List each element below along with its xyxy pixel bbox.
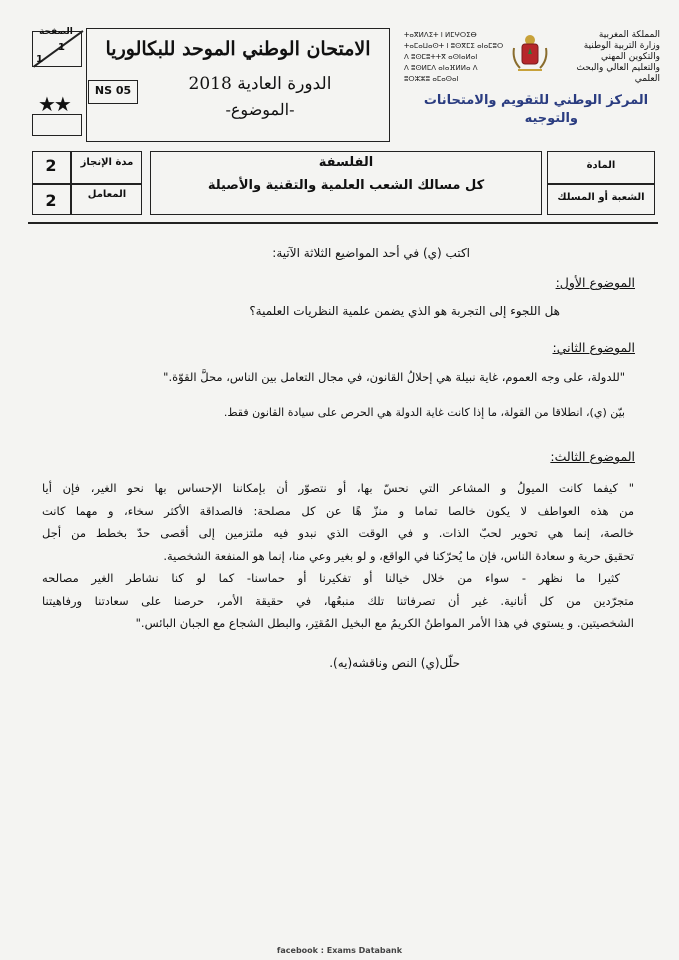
instruction: اكتب (ي) في أحد المواضيع الثلاثة الآتية: xyxy=(272,246,470,260)
divider xyxy=(547,183,655,185)
ministry-arabic xyxy=(560,30,660,85)
tifinagh-line-1: ⵜⴰⴳⵍⴷⵉⵜ ⵏ ⵍⵎⵖⵔⵉⴱ xyxy=(404,31,477,39)
divider xyxy=(32,183,142,185)
branch-value: كل مسالك الشعب العلمية والتقنية والأصيلة xyxy=(207,178,485,193)
topic3-line: الشخصيتين. و يستوي في هذا الأمر المواطنُ الكريمُ مع البخيل المُقتِر، والبطل الشجاع مع الجبان البائس." xyxy=(135,616,634,630)
topic3-title: الموضوع الثالث: xyxy=(550,449,635,464)
ministry-tifinagh xyxy=(404,30,504,85)
page-total: 1 xyxy=(36,54,43,65)
header-separator xyxy=(28,222,658,224)
topic3-task: حلّل(ي) النص وناقشه(يه). xyxy=(329,656,460,670)
page-label: الصفحة xyxy=(39,27,73,37)
topic2-task: بيّن (ي)، انطلاقا من القولة، ما إذا كانت غاية الدولة هي الحرص على سيادة القانون فقط. xyxy=(223,406,625,419)
topic3-line: متجرّدين من كل أنانية. غير أن تصرفاتنا تلك منبعُها، في حقيقة الأمر، حرصنا على سعادتنا ورفاهيتنا xyxy=(42,593,634,608)
duration-label: مدة الإنجاز xyxy=(80,157,134,168)
exam-title: الامتحان الوطني الموحد للبكالوريا xyxy=(105,38,371,60)
stars-empty-box xyxy=(32,114,82,136)
ministry-line-2: وزارة التربية الوطنية xyxy=(583,41,660,51)
subject-row-label: المادة xyxy=(586,160,616,171)
ministry-line-3: والتكوين المهني xyxy=(601,52,660,62)
exam-code: NS 05 xyxy=(94,84,132,97)
tifinagh-line-2: ⵜⴰⵎⴰⵡⴰⵙⵜ ⵏ ⵓⵙⴳⵎⵉ ⴰⵏⴰⵎⵓⵔ xyxy=(404,42,504,50)
topic3-line: خالصة، إنما هي تحوير لحبّ الذات. و في الوقت الذي نبدو فيه ملتزمين إلى أقصى حدّ بخطط من أجل xyxy=(42,526,634,540)
stars: ★★ xyxy=(38,92,70,116)
center-name-line-2: والتوجيه xyxy=(524,111,578,126)
center-name xyxy=(416,92,656,128)
topic1-text: هل اللجوء إلى التجربة هو الذي يضمن علمية النظريات العلمية؟ xyxy=(249,304,560,318)
moroccan-emblem-icon xyxy=(508,30,552,74)
topic3-line: من هذه العواطف لا يكون خالصا تماما و منزّ هًا عن كل مصلحة: فالصداقة الأكثر سخاء، و مهما كانت xyxy=(42,503,634,518)
ministry-line-1: المملكة المغربية xyxy=(598,30,660,40)
coef-value: 2 xyxy=(45,191,57,210)
topic3-paragraph-1 xyxy=(42,477,634,567)
duration-value: 2 xyxy=(45,156,57,175)
topic3-paragraph-2 xyxy=(42,567,634,635)
topic3-line: كثيرا ما نظهر - سواء من خلال خيالنا أو تفكيرنا أو حماسنا- كما لو كنا نشاطر الغير مصالحه xyxy=(42,571,620,585)
topic3-line: تحقيق حرية و سعادة الناس، فإن ما يُحرّكنا في الواقع، و لو بغير وعي منا، إنما هو المنفعة الشخصية. xyxy=(163,548,634,563)
branch-row-label: الشعبة أو المسلك xyxy=(557,192,645,203)
topic2-quote: "للدولة، على وجه العموم، غاية نبيلة هي إحلالُ القانون، في مجال التعامل بين الناس، محلَّ القوّة." xyxy=(163,370,625,384)
subject-value: الفلسفة xyxy=(318,155,374,170)
tifinagh-line-4: ⴷ ⵓⵙⵍⵎⴷ ⴰⵏⴰⴼⵍⵍⴰ ⴷ ⵓⵔⵣⵣⵓ ⴰⵎⴰⵙⴰⵏ xyxy=(404,64,478,83)
subject-label: -الموضوع- xyxy=(225,100,295,119)
page-num: 1 xyxy=(58,42,65,53)
center-name-line-1: المركز الوطني للتقويم والامتحانات xyxy=(423,93,649,108)
footer-credit: facebook : Exams Databank xyxy=(276,946,403,955)
ministry-line-4: والتعليم العالي والبحث العلمي xyxy=(576,63,660,84)
coef-label: المعامل xyxy=(87,189,127,200)
topic1-title: الموضوع الأول: xyxy=(555,275,635,290)
session-label: الدورة العادية 2018 xyxy=(188,74,332,94)
topic3-line: " كيفما كانت الميولُ و المشاعر التي نحسّ بها، أو نتصوّر أن بإمكاننا الإحساس بها نحو الغير، فإن أيا xyxy=(42,481,634,495)
tifinagh-line-3: ⴷ ⵓⵙⵎⵓⵜⵜⴳ ⴰⵙⵏⴰⵍⴰⵏ xyxy=(404,53,478,61)
topic2-title: الموضوع الثاني: xyxy=(552,340,635,355)
